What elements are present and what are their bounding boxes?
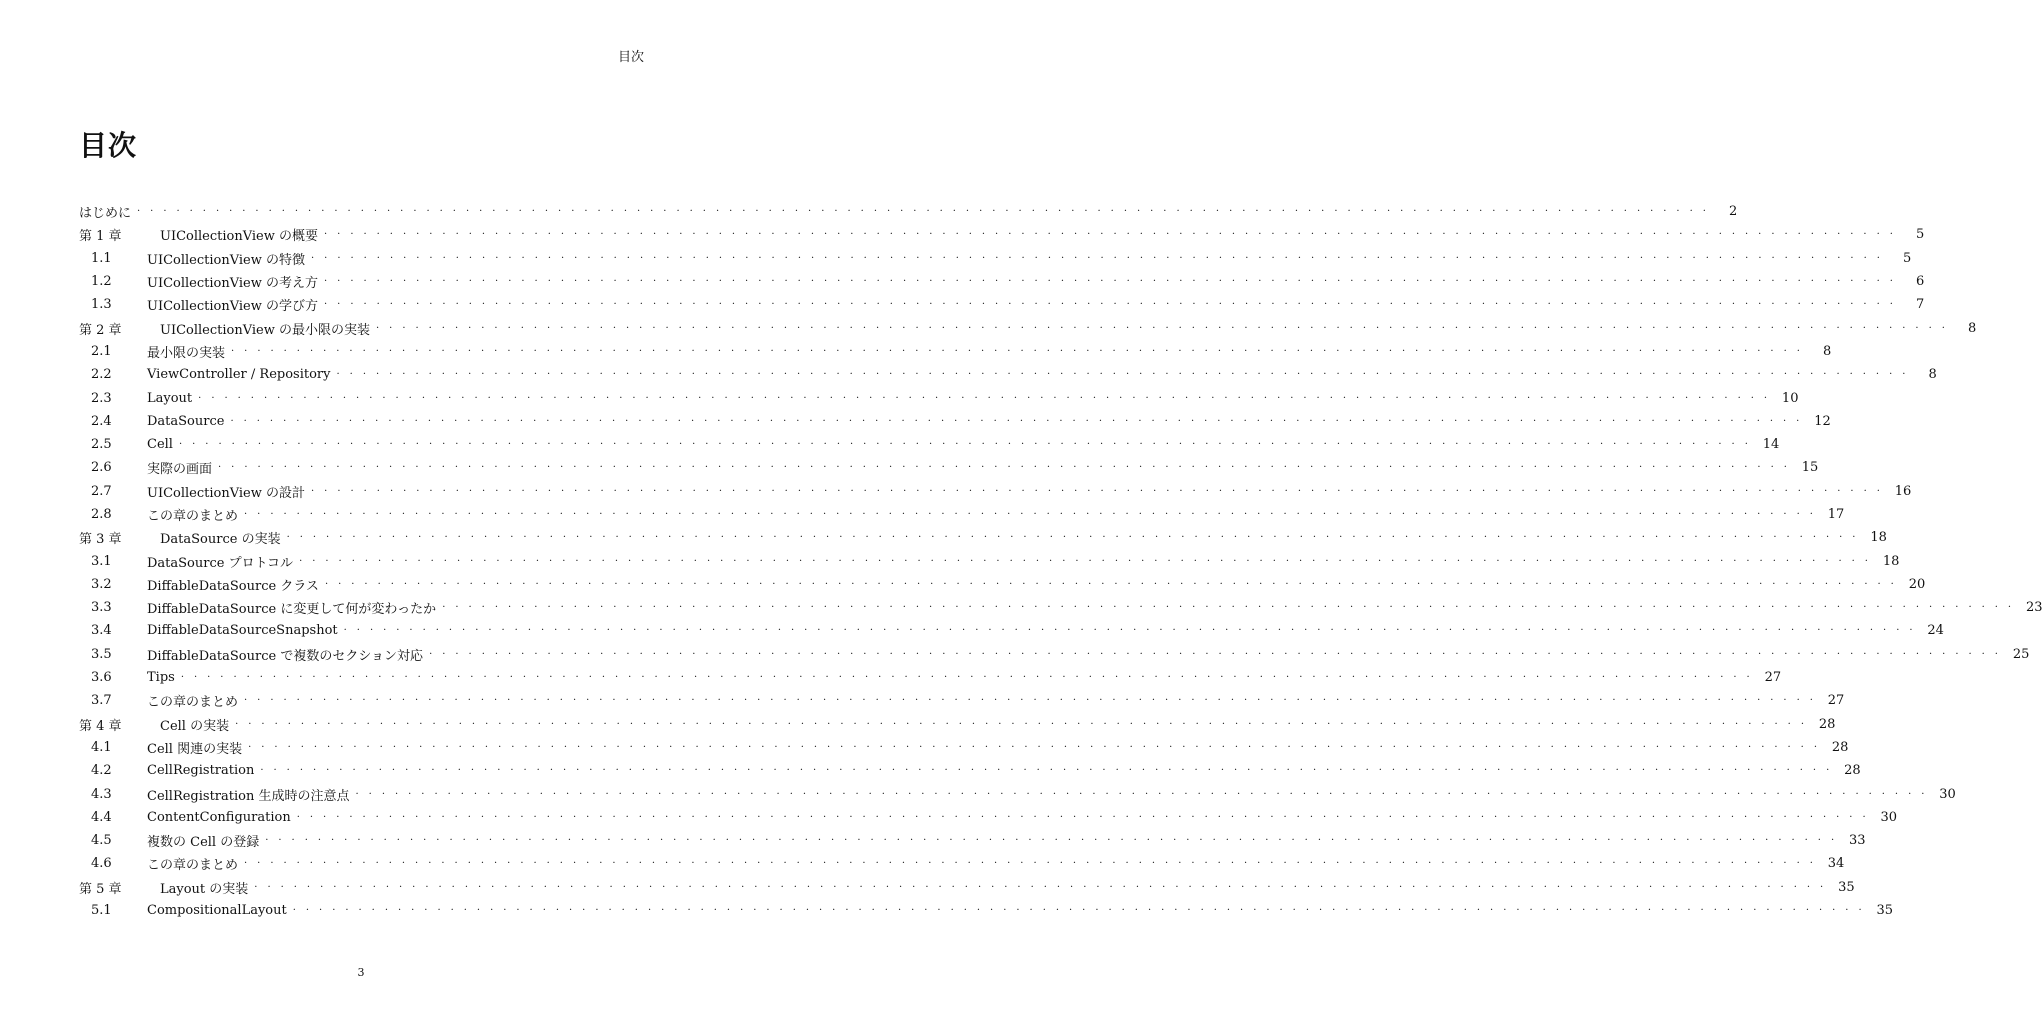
page-number: 3 [357, 966, 365, 979]
toc-entry-title: はじめに [79, 206, 132, 222]
running-header: 目次 [617, 50, 644, 65]
toc-dot-leader: · · · · · · · · · · · · · · · · · · · · · · · · · · · · · · · · · · · · · · · · · · · · · · · · · · · · · · · · · · · · · · · · · · · · · · · · · · · · · · · · · · · · · · · · · · · · · · · · · · · · · · · · · · · · · · · · · · · · · · · · [231, 345, 1804, 357]
toc-entry-number: 第 3 章 [79, 532, 122, 548]
toc-dot-leader: · · · · · · · · · · · · · · · · · · · · · · · · · · · · · · · · · · · · · · · · · · · · · · · · · · · · · · · · · · · · · · · · · · · · · · · · · · · · · · · · · · · · · · · · · · · · · · · · · · · · · · · · · · · · · · · · · · · · · · · · [286, 532, 1859, 544]
toc-entry-page: 10 [1781, 390, 1799, 406]
toc-entry-title: DiffableDataSource に変更して何が変わったか [147, 602, 437, 618]
toc-entry-page: 35 [1876, 903, 1894, 919]
toc-entry-page: 18 [1882, 553, 1900, 569]
toc-entry-page: 2 [1729, 204, 1738, 220]
toc-dot-leader: · · · · · · · · · · · · · · · · · · · · · · · · · · · · · · · · · · · · · · · · · · · · · · · · · · · · · · · · · · · · · · · · · · · · · · · · · · · · · · · · · · · · · · · · · · · · · · · · · · · · · · · · · · · · · · · · · · · · · · · · [198, 392, 1771, 404]
toc-entry-title: この章のまとめ [147, 695, 239, 711]
toc-entry[interactable] [79, 480, 1912, 503]
toc-entry-title: Layout [147, 390, 193, 406]
toc-entry-number: 2.3 [91, 390, 112, 406]
toc-dot-leader: · · · · · · · · · · · · · · · · · · · · · · · · · · · · · · · · · · · · · · · · · · · · · · · · · · · · · · · · · · · · · · · · · · · · · · · · · · · · · · · · · · · · · · · · · · · · · · · · · · · · · · · · · · · · · · · · · · · · · · · · [311, 485, 1884, 497]
toc-entry-page: 12 [1814, 413, 1831, 429]
toc-entry-page: 27 [1827, 693, 1845, 709]
toc-entry[interactable] [79, 456, 1819, 479]
toc-entry-title: UICollectionView の考え方 [147, 276, 319, 292]
toc-entry[interactable] [79, 689, 1845, 712]
toc-dot-leader: · · · · · · · · · · · · · · · · · · · · · · · · · · · · · · · · · · · · · · · · · · · · · · · · · · · · · · · · · · · · · · · · · · · · · · · · · · · · · · · · · · · · · · · · · · · · · · · · · · · · · · · · · · · · · · · · · · · · · · · · [248, 741, 1821, 753]
toc-entry-title: ContentConfiguration [147, 809, 291, 825]
toc-entry-page: 6 [1916, 274, 1925, 290]
toc-dot-leader: · · · · · · · · · · · · · · · · · · · · · · · · · · · · · · · · · · · · · · · · · · · · · · · · · · · · · · · · · · · · · · · · · · · · · · · · · · · · · · · · · · · · · · · · · · · · · · · · · · · · · · · · · · · · · · · · · · · · · · · · [218, 462, 1791, 474]
toc-entry-page: 14 [1762, 437, 1780, 453]
toc-dot-leader: · · · · · · · · · · · · · · · · · · · · · · · · · · · · · · · · · · · · · · · · · · · · · · · · · · · · · · · · · · · · · · · · · · · · · · · · · · · · · · · · · · · · · · · · · · · · · · · · · · · · · · · · · · · · · · · · · · · · · · · · [235, 718, 1808, 730]
toc-dot-leader: · · · · · · · · · · · · · · · · · · · · · · · · · · · · · · · · · · · · · · · · · · · · · · · · · · · · · · · · · · · · · · · · · · · · · · · · · · · · · · · · · · · · · · · · · · · · · · · · · · · · · · · · · · · · · · · · · · · · · · · · [178, 439, 1752, 451]
toc-entry-page: 17 [1827, 507, 1845, 522]
toc-entry[interactable] [79, 829, 1866, 852]
toc-entry-title: Cell [147, 437, 173, 453]
toc-entry-title: DataSource プロトコル [147, 555, 294, 571]
toc-entry[interactable] [79, 503, 1845, 526]
table-of-contents [79, 200, 2043, 922]
toc-entry-page: 5 [1916, 227, 1925, 243]
toc-entry-number: 第 5 章 [79, 881, 122, 897]
toc-entry[interactable] [79, 247, 1912, 270]
toc-entry-number: 2.2 [91, 367, 112, 383]
toc-entry-title: Layout の実装 [160, 881, 249, 897]
toc-entry-title: 複数の Cell の登録 [147, 835, 260, 851]
toc-dot-leader: · · · · · · · · · · · · · · · · · · · · · · · · · · · · · · · · · · · · · · · · · · · · · · · · · · · · · · · · · · · · · · · · · · · · · · · · · · · · · · · · · · · · · · · · · · · · · · · · · · · · · · · · · · · · · · · · · · · · · · · · [244, 695, 1817, 707]
toc-entry-title: UICollectionView の特徴 [147, 252, 306, 268]
toc-entry[interactable] [79, 899, 1894, 922]
toc-entry-page: 28 [1844, 763, 1861, 779]
toc-entry-title: UICollectionView の最小限の実装 [160, 322, 371, 338]
toc-entry[interactable] [79, 200, 1738, 223]
toc-dot-leader: · · · · · · · · · · · · · · · · · · · · · · · · · · · · · · · · · · · · · · · · · · · · · · · · · · · · · · · · · · · · · · · · · · · · · · · · · · · · · · · · · · · · · · · · · · · · · · · · · · · · · · · · · · · · · · · · · · · · · · · · [230, 415, 1803, 427]
toc-entry-number: 4.3 [91, 786, 112, 802]
toc-entry[interactable] [79, 433, 1780, 456]
toc-entry[interactable] [79, 223, 1925, 246]
toc-entry-number: 2.8 [91, 507, 112, 522]
toc-dot-leader: · · · · · · · · · · · · · · · · · · · · · · · · · · · · · · · · · · · · · · · · · · · · · · · · · · · · · · · · · · · · · · · · · · · · · · · · · · · · · · · · · · · · · · · · · · · · · · · · · · · · · · · · · · · · · · · · · · · · · · · · [244, 858, 1817, 870]
toc-entry-number: 2.5 [91, 437, 112, 453]
toc-dot-leader: · · · · · · · · · · · · · · · · · · · · · · · · · · · · · · · · · · · · · · · · · · · · · · · · · · · · · · · · · · · · · · · · · · · · · · · · · · · · · · · · · · · · · · · · · · · · · · · · · · · · · · · · · · · · · · · · · · · · · · · · [311, 252, 1884, 264]
toc-entry[interactable] [79, 643, 2030, 666]
toc-entry[interactable] [79, 876, 1855, 899]
toc-entry-title: この章のまとめ [147, 858, 239, 874]
toc-dot-leader: · · · · · · · · · · · · · · · · · · · · · · · · · · · · · · · · · · · · · · · · · · · · · · · · · · · · · · · · · · · · · · · · · · · · · · · · · · · · · · · · · · · · · · · · · · · · · · · · · · · · · · · · · · · · · · · · · · · · · · · · [137, 206, 1710, 218]
toc-entry-number: 4.5 [91, 833, 112, 849]
toc-entry-page: 30 [1880, 809, 1898, 825]
toc-dot-leader: · · · · · · · · · · · · · · · · · · · · · · · · · · · · · · · · · · · · · · · · · · · · · · · · · · · · · · · · · · · · · · · · · · · · · · · · · · · · · · · · · · · · · · · · · · · · · · · · · · · · · · · · · · · · · · · · · · · · · · · · [324, 299, 1897, 311]
toc-dot-leader: · · · · · · · · · · · · · · · · · · · · · · · · · · · · · · · · · · · · · · · · · · · · · · · · · · · · · · · · · · · · · · · · · · · · · · · · · · · · · · · · · · · · · · · · · · · · · · · · · · · · · · · · · · · · · · · · · · · · · · · · [324, 578, 1898, 590]
toc-entry-page: 28 [1831, 739, 1849, 755]
toc-entry-number: 3.5 [91, 646, 112, 662]
toc-entry[interactable] [79, 410, 1831, 433]
toc-entry-title: CompositionalLayout [147, 903, 287, 919]
toc-entry-page: 27 [1764, 670, 1782, 686]
toc-entry-number: 1.1 [91, 250, 112, 266]
toc-dot-leader: · · · · · · · · · · · · · · · · · · · · · · · · · · · · · · · · · · · · · · · · · · · · · · · · · · · · · · · · · · · · · · · · · · · · · · · · · · · · · · · · · · · · · · · · · · · · · · · · · · · · · · · · · · · · · · · · · · · · · · · · [376, 322, 1949, 334]
toc-entry-number: 第 1 章 [79, 229, 122, 245]
toc-entry[interactable] [79, 316, 1977, 339]
toc-entry-title: 最小限の実装 [147, 345, 226, 361]
toc-entry[interactable] [79, 713, 1836, 736]
toc-entry-page: 34 [1827, 856, 1845, 872]
toc-entry-title: DiffableDataSource で複数のセクション対応 [147, 648, 424, 664]
toc-entry[interactable] [79, 270, 1925, 293]
toc-entry-number: 1.2 [91, 274, 112, 290]
toc-entry-page: 35 [1838, 879, 1855, 895]
toc-entry-title: DiffableDataSourceSnapshot [147, 623, 338, 639]
page-title: 目次 [79, 129, 138, 162]
toc-entry-page: 18 [1870, 530, 1887, 546]
toc-entry-page: 16 [1894, 483, 1912, 499]
toc-dot-leader: · · · · · · · · · · · · · · · · · · · · · · · · · · · · · · · · · · · · · · · · · · · · · · · · · · · · · · · · · · · · · · · · · · · · · · · · · · · · · · · · · · · · · · · · · · · · · · · · · · · · · · · · · · · · · · · · · · · · · · · · [254, 881, 1827, 893]
toc-entry-number: 3.1 [91, 553, 112, 569]
toc-entry-title: DataSource の実装 [160, 532, 281, 548]
toc-entry[interactable] [79, 782, 1956, 805]
toc-entry-number: 3.6 [91, 670, 112, 686]
toc-entry[interactable] [79, 340, 1832, 363]
toc-entry-title: Cell 関連の実装 [147, 741, 243, 757]
toc-entry-number: 3.2 [91, 576, 112, 592]
toc-entry-title: UICollectionView の学び方 [147, 299, 319, 315]
toc-dot-leader: · · · · · · · · · · · · · · · · · · · · · · · · · · · · · · · · · · · · · · · · · · · · · · · · · · · · · · · · · · · · · · · · · · · · · · · · · · · · · · · · · · · · · · · · · · · · · · · · · · · · · · · · · · · · · · · · · · · · · · · · [260, 765, 1833, 777]
toc-entry-number: 3.7 [91, 693, 112, 709]
toc-entry[interactable] [79, 363, 1937, 386]
toc-entry-title: CellRegistration 生成時の注意点 [147, 788, 350, 804]
toc-entry[interactable] [79, 293, 1925, 316]
toc-entry-page: 24 [1927, 623, 1944, 639]
toc-entry-page: 20 [1908, 576, 1926, 592]
toc-entry-page: 28 [1818, 716, 1836, 732]
toc-entry-number: 第 2 章 [79, 322, 122, 338]
toc-entry-number: 2.7 [91, 483, 112, 499]
toc-entry-page: 30 [1939, 786, 1956, 802]
toc-entry-number: 1.3 [91, 297, 112, 313]
toc-entry-number: 2.1 [91, 343, 112, 359]
toc-entry-title: UICollectionView の設計 [147, 485, 306, 501]
toc-dot-leader: · · · · · · · · · · · · · · · · · · · · · · · · · · · · · · · · · · · · · · · · · · · · · · · · · · · · · · · · · · · · · · · · · · · · · · · · · · · · · · · · · · · · · · · · · · · · · · · · · · · · · · · · · · · · · · · · · · · · · · · · [299, 555, 1872, 567]
toc-entry-title: UICollectionView の概要 [160, 229, 319, 245]
toc-entry-number: 4.1 [91, 739, 112, 755]
toc-entry-number: 5.1 [91, 903, 112, 919]
toc-dot-leader: · · · · · · · · · · · · · · · · · · · · · · · · · · · · · · · · · · · · · · · · · · · · · · · · · · · · · · · · · · · · · · · · · · · · · · · · · · · · · · · · · · · · · · · · · · · · · · · · · · · · · · · · · · · · · · · · · · · · · · · · [265, 835, 1838, 847]
toc-entry-number: 2.6 [91, 460, 112, 476]
toc-entry[interactable] [79, 619, 1944, 642]
toc-entry[interactable] [79, 573, 1926, 596]
toc-entry[interactable] [79, 526, 1887, 549]
toc-entry-page: 8 [1968, 320, 1977, 336]
toc-entry-page: 8 [1823, 343, 1832, 359]
toc-entry[interactable] [79, 759, 1861, 782]
toc-entry-title: ViewController / Repository [147, 367, 331, 383]
toc-entry-title: この章のまとめ [147, 509, 239, 524]
toc-entry[interactable] [79, 852, 1845, 875]
toc-entry-title: Cell の実装 [160, 718, 230, 734]
toc-entry[interactable] [79, 386, 1799, 409]
toc-entry[interactable] [79, 806, 1898, 829]
toc-entry[interactable] [79, 549, 1900, 572]
toc-dot-leader: · · · · · · · · · · · · · · · · · · · · · · · · · · · · · · · · · · · · · · · · · · · · · · · · · · · · · · · · · · · · · · · · · · · · · · · · · · · · · · · · · · · · · · · · · · · · · · · · · · · · · · · · · · · · · · · · · · · · · · · · [442, 602, 2015, 614]
toc-dot-leader: · · · · · · · · · · · · · · · · · · · · · · · · · · · · · · · · · · · · · · · · · · · · · · · · · · · · · · · · · · · · · · · · · · · · · · · · · · · · · · · · · · · · · · · · · · · · · · · · · · · · · · · · · · · · · · · · · · · · · · · · [324, 276, 1897, 288]
toc-entry[interactable] [79, 666, 1782, 689]
toc-dot-leader: · · · · · · · · · · · · · · · · · · · · · · · · · · · · · · · · · · · · · · · · · · · · · · · · · · · · · · · · · · · · · · · · · · · · · · · · · · · · · · · · · · · · · · · · · · · · · · · · · · · · · · · · · · · · · · · · · · · · · · · · [355, 788, 1928, 800]
toc-entry[interactable] [79, 736, 1849, 759]
toc-entry-page: 5 [1903, 250, 1912, 266]
toc-entry-number: 4.2 [91, 763, 112, 779]
toc-entry-number: 2.4 [91, 413, 112, 429]
toc-dot-leader: · · · · · · · · · · · · · · · · · · · · · · · · · · · · · · · · · · · · · · · · · · · · · · · · · · · · · · · · · · · · · · · · · · · · · · · · · · · · · · · · · · · · · · · · · · · · · · · · · · · · · · · · · · · · · · · · · · · · · · · · [429, 648, 2002, 660]
toc-dot-leader: · · · · · · · · · · · · · · · · · · · · · · · · · · · · · · · · · · · · · · · · · · · · · · · · · · · · · · · · · · · · · · · · · · · · · · · · · · · · · · · · · · · · · · · · · · · · · · · · · · · · · · · · · · · · · · · · · · · · · · · · [244, 509, 1817, 520]
toc-entry-page: 23 [2025, 600, 2043, 616]
toc-entry-number: 3.4 [91, 623, 112, 639]
toc-entry-title: Tips [147, 670, 175, 686]
toc-dot-leader: · · · · · · · · · · · · · · · · · · · · · · · · · · · · · · · · · · · · · · · · · · · · · · · · · · · · · · · · · · · · · · · · · · · · · · · · · · · · · · · · · · · · · · · · · · · · · · · · · · · · · · · · · · · · · · · · · · · · · · · · [324, 229, 1897, 241]
toc-entry-number: 4.4 [91, 809, 112, 825]
toc-entry-title: DataSource [147, 413, 225, 429]
toc-dot-leader: · · · · · · · · · · · · · · · · · · · · · · · · · · · · · · · · · · · · · · · · · · · · · · · · · · · · · · · · · · · · · · · · · · · · · · · · · · · · · · · · · · · · · · · · · · · · · · · · · · · · · · · · · · · · · · · · · · · · · · · · [180, 672, 1754, 684]
toc-entry-title: 実際の画面 [147, 462, 213, 478]
toc-entry-page: 8 [1928, 367, 1937, 383]
toc-dot-leader: · · · · · · · · · · · · · · · · · · · · · · · · · · · · · · · · · · · · · · · · · · · · · · · · · · · · · · · · · · · · · · · · · · · · · · · · · · · · · · · · · · · · · · · · · · · · · · · · · · · · · · · · · · · · · · · · · · · · · · · · [296, 811, 1870, 823]
toc-dot-leader: · · · · · · · · · · · · · · · · · · · · · · · · · · · · · · · · · · · · · · · · · · · · · · · · · · · · · · · · · · · · · · · · · · · · · · · · · · · · · · · · · · · · · · · · · · · · · · · · · · · · · · · · · · · · · · · · · · · · · · · · [292, 905, 1866, 917]
toc-entry-page: 33 [1849, 833, 1866, 849]
toc-entry-page: 25 [2012, 646, 2030, 662]
toc-entry-page: 7 [1916, 297, 1925, 313]
toc-dot-leader: · · · · · · · · · · · · · · · · · · · · · · · · · · · · · · · · · · · · · · · · · · · · · · · · · · · · · · · · · · · · · · · · · · · · · · · · · · · · · · · · · · · · · · · · · · · · · · · · · · · · · · · · · · · · · · · · · · · · · · · · [336, 369, 1909, 381]
toc-dot-leader: · · · · · · · · · · · · · · · · · · · · · · · · · · · · · · · · · · · · · · · · · · · · · · · · · · · · · · · · · · · · · · · · · · · · · · · · · · · · · · · · · · · · · · · · · · · · · · · · · · · · · · · · · · · · · · · · · · · · · · · · [343, 625, 1916, 637]
toc-entry-page: 15 [1801, 460, 1819, 476]
toc-entry[interactable] [79, 596, 2043, 619]
toc-entry-number: 第 4 章 [79, 718, 122, 734]
toc-entry-number: 3.3 [91, 600, 112, 616]
toc-entry-title: DiffableDataSource クラス [147, 578, 319, 594]
toc-entry-title: CellRegistration [147, 763, 255, 779]
toc-entry-number: 4.6 [91, 856, 112, 872]
